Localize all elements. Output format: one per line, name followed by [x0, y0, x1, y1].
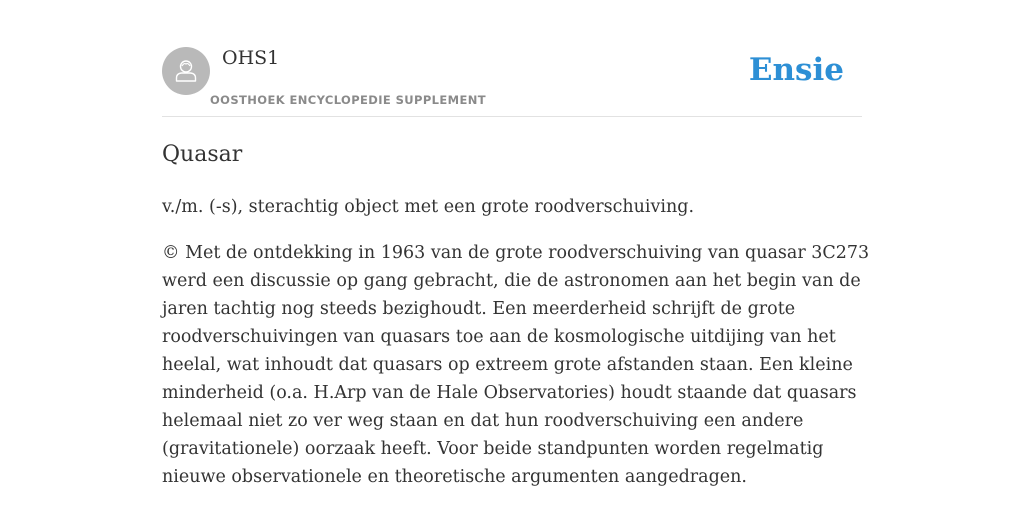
body-line: minderheid (o.a. H.Arp van de Hale Observatories) houdt staande dat quasars	[162, 383, 857, 403]
user-silhouette-icon	[162, 47, 210, 95]
body-line: heelal, wat inhoudt dat quasars op extreem grote afstanden staan. Een kleine	[162, 355, 853, 375]
definition-text: v./m. (-s), sterachtig object met een grote roodverschuiving.	[162, 197, 695, 217]
header	[162, 46, 862, 117]
avatar[interactable]	[162, 47, 210, 95]
body-line: helemaal niet zo ver weg staan en dat hun roodverschuiving een andere	[162, 411, 804, 431]
article-body	[162, 239, 870, 491]
page-title: Quasar	[162, 142, 243, 167]
body-line: nieuwe observationele en theoretische argumenten aangedragen.	[162, 467, 747, 487]
body-line: jaren tachtig nog steeds bezighoudt. Een meerderheid schrijft de grote	[162, 299, 796, 319]
body-line: © Met de ontdekking in 1963 van de grote roodverschuiving van quasar 3C273	[162, 243, 870, 263]
body-line: roodverschuivingen van quasars toe aan de kosmologische uitdijing van het	[162, 327, 836, 347]
author-name[interactable]: OHS1	[222, 47, 280, 69]
brand-logo[interactable]: Ensie	[748, 52, 844, 88]
body-line: (gravitationele) oorzaak heeft. Voor beide standpunten worden regelmatig	[162, 439, 824, 459]
body-line: werd een discussie op gang gebracht, die de astronomen aan het begin van de	[162, 271, 861, 291]
source-label[interactable]: OOSTHOEK ENCYCLOPEDIE SUPPLEMENT	[210, 93, 487, 107]
